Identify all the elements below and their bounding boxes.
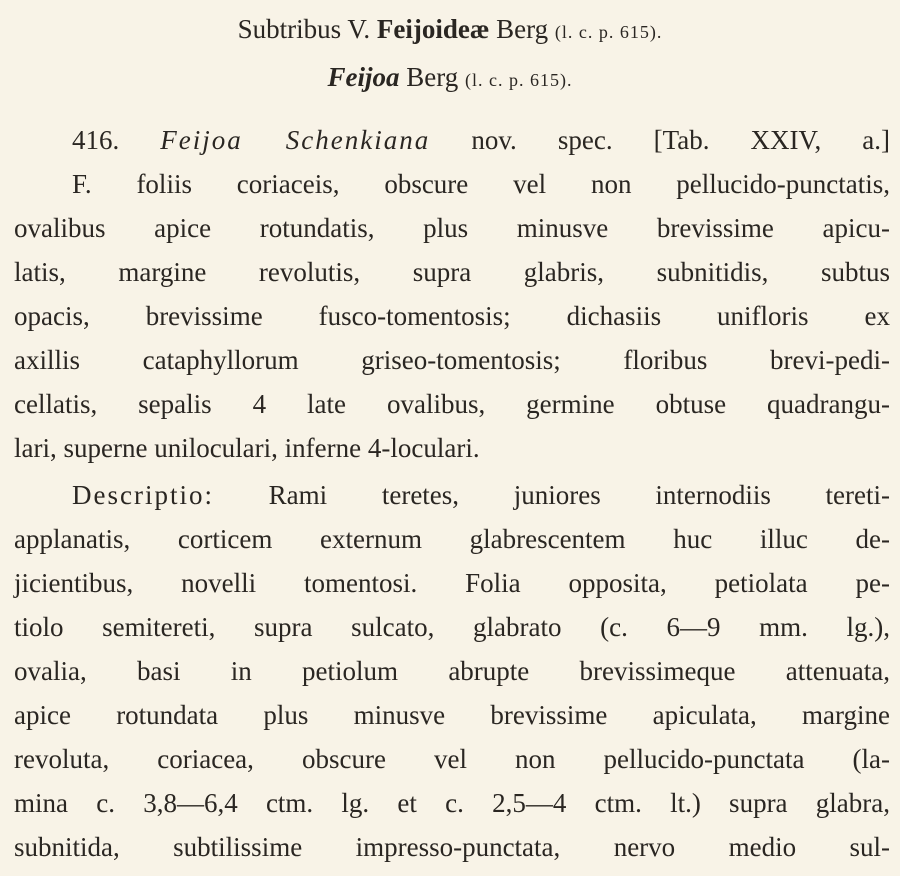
genus-heading <box>0 62 900 95</box>
descriptio-first-text: Rami teretes, juniores internodiis tereti- <box>268 480 890 510</box>
diagnosis-line: F. foliis coriaceis, obscure vel non pellucido-punctatis, <box>72 169 890 199</box>
diagnosis-line: axillis cataphyllorum griseo-tomentosis; floribus brevi-pedi- <box>14 345 890 375</box>
subtribus-author: Berg <box>496 14 549 44</box>
descriptio-line: applanatis, corticem externum glabrescentem huc illuc de- <box>14 524 890 554</box>
descriptio-line: tiolo semitereti, supra sulcato, glabrato (c. 6—9 mm. lg.), <box>14 612 890 642</box>
descriptio-line: ovalia, basi in petiolum abrupte brevissimeque attenuata, <box>14 656 890 686</box>
species-number: 416. <box>72 125 120 155</box>
species-status: nov. spec. <box>471 125 613 155</box>
diagnosis-line: ovalibus apice rotundatis, plus minusve brevissime apicu- <box>14 213 890 243</box>
subtribus-heading <box>0 14 900 47</box>
descriptio-first-line <box>72 480 890 510</box>
diagnosis-line: lari, superne uniloculari, inferne 4-loculari. <box>14 433 480 463</box>
descriptio-line: mina c. 3,8—6,4 ctm. lg. et c. 2,5—4 ctm. lt.) supra glabra, <box>14 788 890 818</box>
descriptio-line: subnitida, subtilissime impresso-punctata, nervo medio sul- <box>14 832 890 862</box>
species-heading <box>72 125 890 155</box>
diagnosis-line: cellatis, sepalis 4 late ovalibus, germine obtuse quadrangu- <box>14 389 890 419</box>
diagnosis-line: latis, margine revolutis, supra glabris, subnitidis, subtus <box>14 257 890 287</box>
subtribus-name: Feijoideæ <box>376 14 490 44</box>
species-name: Feijoa Schenkiana <box>160 125 431 155</box>
descriptio-line: revoluta, coriacea, obscure vel non pellucido-punctata (la- <box>14 744 890 774</box>
descriptio-line: jicientibus, novelli tomentosi. Folia opposita, petiolata pe- <box>14 568 890 598</box>
plate-reference: [Tab. XXIV, a.] <box>653 125 891 155</box>
descriptio-label: Descriptio: <box>72 480 214 510</box>
genus-name: Feijoa <box>327 62 400 92</box>
subtribus-reference: (l. c. p. 615). <box>554 22 663 42</box>
genus-author: Berg <box>406 62 459 92</box>
subtribus-prefix: Subtribus V. <box>237 14 371 44</box>
genus-reference: (l. c. p. 615). <box>465 70 573 90</box>
descriptio-line: apice rotundata plus minusve brevissime apiculata, margine <box>14 700 890 730</box>
diagnosis-line: opacis, brevissime fusco-tomentosis; dichasiis unifloris ex <box>14 301 890 331</box>
